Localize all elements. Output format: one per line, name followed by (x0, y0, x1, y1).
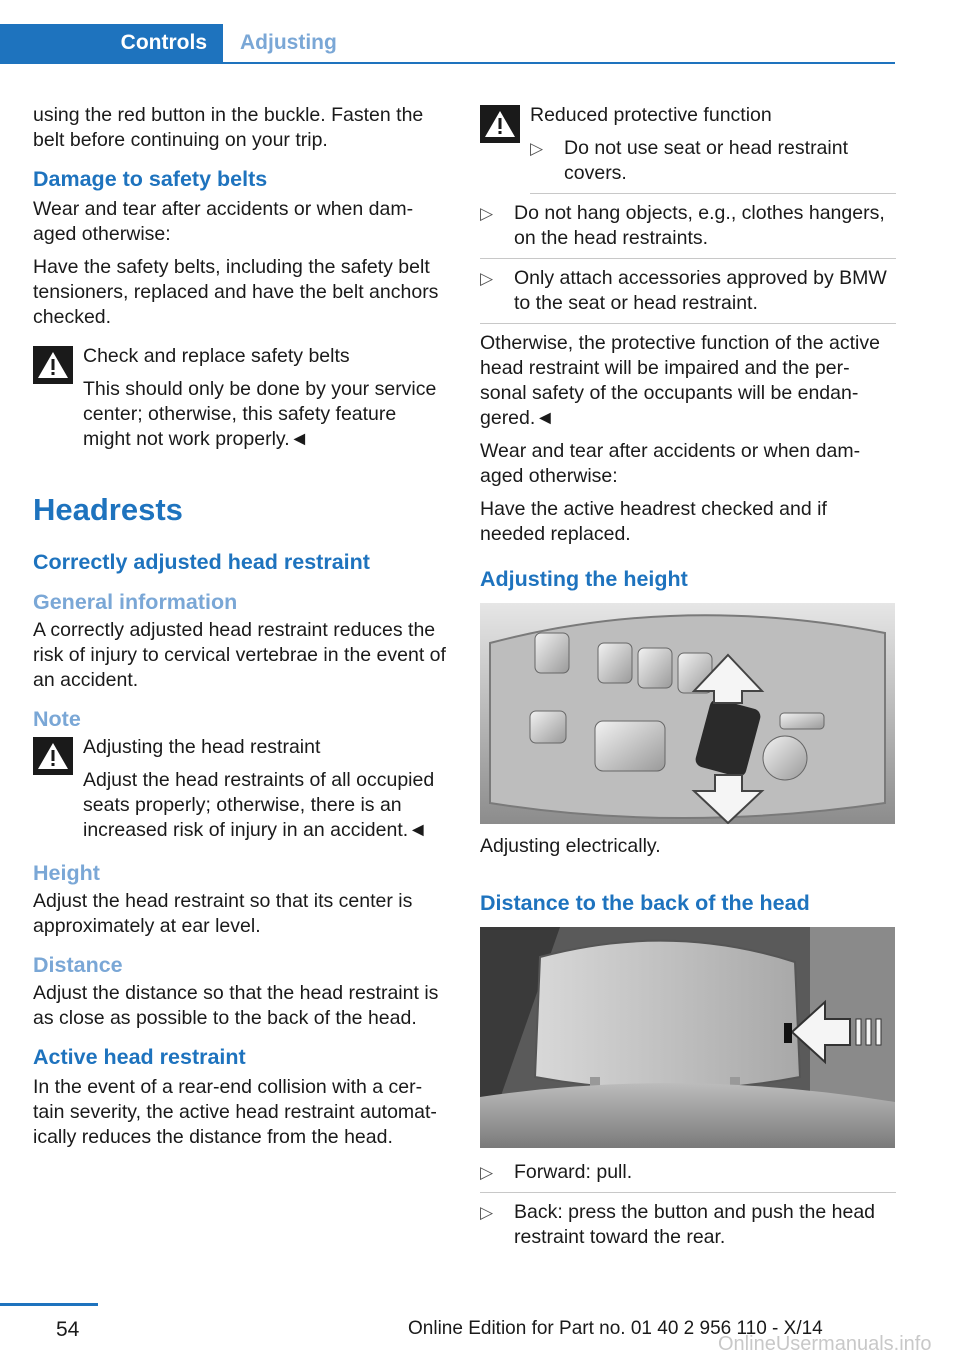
header-tabbar (0, 24, 895, 64)
heading-distance: Distance (33, 953, 123, 977)
page-number: 54 (56, 1318, 80, 1341)
heading-distance-back-head: Distance to the back of the head (480, 891, 810, 915)
tab-adjusting[interactable]: Adjusting (240, 31, 337, 54)
paragraph-general: A correctly adjusted head restraint reduces the risk of injury to cervical vertebrae in the event of an accident. (33, 619, 446, 691)
triangle-bullet-icon: ▷ (480, 269, 494, 288)
list-item: ▷ Do not use seat or head restraint covers. (530, 136, 896, 194)
footer-divider (0, 1303, 98, 1306)
warning-list (530, 136, 896, 194)
paragraph-damage-replace: Have the safety belts, including the safety belt tensioners, replaced and have the belt anchors checked. (33, 256, 439, 328)
heading-active-head-restraint: Active head restraint (33, 1045, 246, 1069)
paragraph-check: Have the active headrest checked and if needed replaced. (480, 498, 827, 545)
triangle-bullet-icon: ▷ (480, 204, 494, 223)
list-item: ▷ Back: press the button and push the head restraint toward the rear. (480, 1201, 876, 1248)
heading-general-information: General information (33, 590, 238, 614)
heading-height: Height (33, 861, 100, 885)
paragraph-damage-wear: Wear and tear after accidents or when dam‐aged otherwise: (33, 198, 414, 245)
heading-correctly-adjusted: Correctly adjusted head restraint (33, 550, 370, 574)
direction-list (480, 1160, 896, 1257)
edition-text: Online Edition for Part no. 01 40 2 956 110 - X/14 (408, 1318, 823, 1339)
watermark-text: OnlineUsermanuals.info (718, 1333, 932, 1355)
paragraph-otherwise: Otherwise, the protective function of the active head restraint will be impaired and the per‐sonal safety of the occupants will be endan‐gered.◄ (480, 332, 880, 429)
triangle-bullet-icon: ▷ (480, 1163, 494, 1182)
warning-triangle-icon (33, 737, 73, 775)
heading-damage-safety-belts: Damage to safety belts (33, 167, 268, 191)
triangle-bullet-icon: ▷ (480, 1203, 494, 1222)
warning-body: This should only be done by your service center; otherwise, this safety feature might not work properly.◄ (83, 378, 437, 450)
paragraph-wear: Wear and tear after accidents or when dam‐aged otherwise: (480, 440, 861, 487)
heading-note: Note (33, 707, 81, 731)
head-restraint-photo (480, 927, 895, 1148)
paragraph-buckle: using the red button in the buckle. Fasten the belt before continuing on your trip. (33, 104, 424, 151)
seat-control-photo (480, 603, 895, 824)
warning-reduced-protective (480, 103, 896, 194)
warning-title: Adjusting the head restraint (83, 736, 321, 758)
tab-controls[interactable]: Controls (0, 24, 223, 62)
left-column (33, 103, 448, 1158)
warning-adjust-head-restraint (33, 735, 448, 843)
heading-adjusting-height: Adjusting the height (480, 567, 688, 591)
warning-title: Check and replace safety belts (83, 345, 350, 367)
warning-check-belts (33, 344, 448, 452)
triangle-bullet-icon: ▷ (530, 139, 544, 158)
warning-title: Reduced protective function (530, 104, 772, 126)
warning-triangle-icon (33, 346, 73, 384)
paragraph-height: Adjust the head restraint so that its center is approximately at ear level. (33, 890, 413, 937)
paragraph-distance: Adjust the distance so that the head restraint is as close as possible to the back of the head. (33, 982, 439, 1029)
caption-adjusting-electrically: Adjusting electrically. (480, 835, 661, 857)
heading-headrests: Headrests (33, 492, 183, 527)
right-column (480, 103, 896, 1257)
warning-body: Adjust the head restraints of all occupied seats properly; otherwise, there is an increased risk of injury in an accident.◄ (83, 769, 435, 841)
paragraph-active: In the event of a rear-end collision with a cer‐tain severity, the active head restraint automat‐ically reduces the distance from the head. (33, 1076, 437, 1148)
warning-triangle-icon (480, 105, 520, 143)
list-item: ▷ Do not hang objects, e.g., clothes hangers, on the head restraints. (480, 201, 896, 259)
warning-list-continued (480, 201, 896, 324)
list-item: ▷ Forward: pull. (480, 1160, 896, 1193)
list-item: ▷ Only attach accessories approved by BMW to the seat or head restraint. (480, 266, 896, 324)
